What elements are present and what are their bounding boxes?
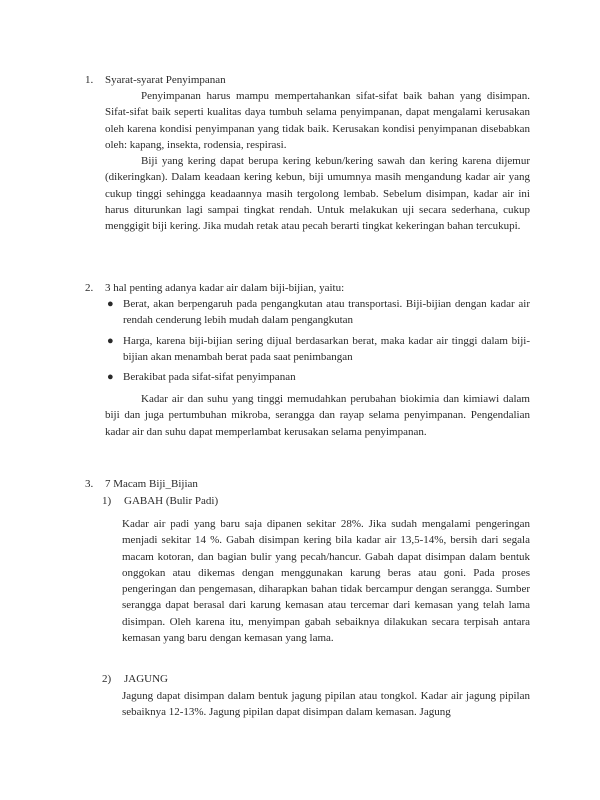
item-jagung-heading <box>102 671 168 687</box>
item-jagung-paragraph: Jagung dapat disimpan dalam bentuk jagung pipilan atau tongkol. Kadar air jagung pipilan sebaiknya 12-13%. Jagung pipilan dapat disimpan dalam kemasan. Jagung <box>122 690 530 719</box>
section-1-number: 1. <box>85 74 94 86</box>
section-2-bullet-list <box>105 296 530 389</box>
section-2-paragraph: Kadar air dan suhu yang tinggi memudahkan perubahan biokimia dan kimiawi dalam biji dan juga pertumbuhan mikroba, serangga dan rayap selama penyimpanan. Pengendalian kadar air dan suhu dapat memperlambat kerusakan selama penyimpanan. <box>105 393 530 438</box>
bullet-icon: ● <box>107 334 114 347</box>
bullet-text: Harga, karena biji-bijian sering dijual berdasarkan berat, maka kadar air tinggi dalam biji-bijian akan menambah berat pada saat penimbangan <box>123 334 530 363</box>
section-3-heading <box>85 476 198 492</box>
item-gabah-number: 1) <box>102 495 112 507</box>
item-jagung-number: 2) <box>102 673 112 685</box>
bullet-text: Berakibat pada sifat-sifat penyimpanan <box>123 371 296 384</box>
bullet-item <box>105 296 530 329</box>
section-3-number: 3. <box>85 478 94 490</box>
bullet-item <box>105 369 530 385</box>
bullet-item <box>105 333 530 366</box>
section-1-title: Syarat-syarat Penyimpanan <box>105 74 226 86</box>
item-jagung-title: JAGUNG <box>124 673 168 685</box>
section-2-number: 2. <box>85 282 94 294</box>
section-2-heading <box>85 280 344 296</box>
section-3-title: 7 Macam Biji_Bijian <box>105 478 198 490</box>
section-1-body <box>105 88 530 235</box>
bullet-icon: ● <box>107 298 114 310</box>
section-2-title: 3 hal penting adanya kadar air dalam biji-bijian, yaitu: <box>105 282 345 294</box>
bullet-text: Berat, akan berpengaruh pada pengangkutan atau transportasi. Biji-bijian dengan kadar air rendah cenderung lebih mudah dalam pengangkutan <box>123 298 530 327</box>
item-gabah-title: GABAH (Bulir Padi) <box>124 495 219 507</box>
item-gabah-heading <box>102 493 218 509</box>
section-1-paragraph: Biji yang kering dapat berupa kering kebun/kering sawah dan kering karena dijemur (dikeringkan). Dalam keadaan kering kebun, biji umumnya masih mengandung kadar air yang cukup tinggi sehingga keadaannya masih tergolong lembab. Sebelum disimpan, kadar air ini harus diturunkan lagi sampai tingkat rendah. Untuk melakukan uji secara sederhana, cukup menggigit biji kering. Jika mudah retak atau pecah berarti tingkat kekeringan bahan tercukupi. <box>105 155 530 233</box>
section-1-paragraph: Penyimpanan harus mampu mempertahankan sifat-sifat baik bahan yang disimpan. Sifat-sifat baik seperti kualitas daya tumbuh selama penyimpanan, dapat mengalami kerusakan oleh karena kondisi penyimpanan yang tidak baik. Kerusakan kondisi penyimpanan disebabkan oleh: kapang, insekta, rodensia, respirasi. <box>105 90 530 151</box>
bullet-icon: ● <box>107 371 114 384</box>
item-gabah-paragraph: Kadar air padi yang baru saja dipanen sekitar 28%. Jika sudah mengalami pengeringan menjadi sekitar 14 %. Gabah disimpan kering bila kadar air 13,5-14%, bersih dari segala macam kotoran, dan bagian bulir yang pecah/hancur. Gabah dapat disimpan dalam bentuk onggokan atau dikemas dengan menggunakan karung beras atau goni. Pada proses pengeringan dan pengemasan, diharapkan bahan tidak bercampur dengan serangga. Sumber serangga dapat berasal dari karung kemasan atau tercemar dari kemasan yang telah lama disimpan. Oleh karena itu, menyimpan gabah sebaiknya dilakukan secara terpisah antara kemasan yang baru dengan kemasan yang lama. <box>122 518 530 645</box>
section-1-heading <box>85 72 226 88</box>
